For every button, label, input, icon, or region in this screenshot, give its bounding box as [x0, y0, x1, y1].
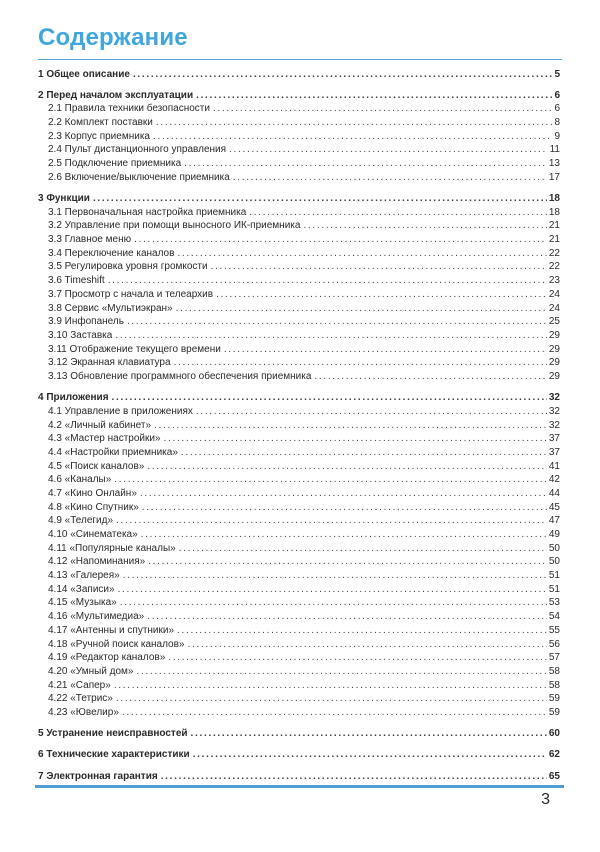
- toc-entry: [38, 542, 560, 556]
- toc-entry-label: 4.1 Управление в приложениях: [48, 405, 193, 417]
- toc-entry-page: 50: [548, 556, 560, 568]
- toc-entry-page: 37: [548, 433, 560, 445]
- toc-entry-label: 2.2 Комплект поставки: [48, 117, 153, 129]
- toc-entry-label: 3.7 Просмотр с начала и телеархив: [48, 288, 214, 300]
- toc-entry-page: 65: [548, 770, 560, 782]
- toc-entry-label: 5 Устранение неисправностей: [38, 728, 188, 740]
- toc-entry-page: 23: [548, 275, 560, 287]
- toc-leader-dots: [211, 260, 547, 274]
- toc-leader-dots: [314, 370, 546, 384]
- toc-entry-label: 3.3 Главное меню: [48, 234, 132, 246]
- toc-entry: [38, 171, 560, 185]
- toc-entry-page: 51: [548, 570, 560, 582]
- toc-entry-label: 4.2 «Личный кабинет»: [48, 419, 152, 431]
- toc-entry-page: 44: [548, 487, 560, 499]
- toc-entry-label: 3.6 Timeshift: [48, 275, 105, 287]
- toc-entry-label: 4.11 «Популярные каналы»: [48, 542, 176, 554]
- toc-entry: [38, 130, 560, 144]
- toc-leader-dots: [108, 274, 547, 288]
- toc-entry-label: 2.3 Корпус приемника: [48, 130, 150, 142]
- toc-entry: [38, 624, 560, 638]
- toc-leader-dots: [148, 555, 547, 569]
- toc-leader-dots: [142, 501, 547, 515]
- toc-entry: [38, 329, 560, 343]
- toc-entry-page: 21: [548, 234, 560, 246]
- toc-entry-label: 2.5 Подключение приемника: [48, 158, 182, 170]
- toc-entry: [38, 405, 560, 419]
- toc-entry: [38, 487, 560, 501]
- toc-leader-dots: [153, 130, 552, 144]
- toc-entry-page: 32: [548, 419, 560, 431]
- toc-entry-page: 42: [548, 474, 560, 486]
- toc-entry-page: 62: [548, 749, 560, 761]
- toc-entry-label: 3.10 Заставка: [48, 329, 113, 341]
- toc-entry: [38, 274, 560, 288]
- toc-leader-dots: [114, 473, 547, 487]
- toc-leader-dots: [176, 302, 547, 316]
- toc-leader-dots: [156, 116, 553, 130]
- toc-entry-page: 6: [554, 89, 560, 101]
- toc-entry: [38, 157, 560, 171]
- toc-leader-dots: [137, 665, 547, 679]
- toc-entry-page: 47: [548, 515, 560, 527]
- toc-entry-label: 4.9 «Телегид»: [48, 515, 114, 527]
- toc-leader-dots: [116, 514, 547, 528]
- toc-leader-dots: [193, 748, 547, 762]
- toc-entry-page: 37: [548, 446, 560, 458]
- toc-entry: [38, 116, 560, 130]
- toc-leader-dots: [179, 542, 547, 556]
- toc-leader-dots: [123, 569, 547, 583]
- toc-leader-dots: [114, 679, 547, 693]
- toc-entry: [38, 679, 560, 693]
- toc-entry-page: 54: [548, 611, 560, 623]
- toc-leader-dots: [196, 405, 547, 419]
- toc-entry-page: 29: [548, 370, 560, 382]
- toc-entry: [38, 356, 560, 370]
- toc-entry: [38, 610, 560, 624]
- toc-leader-dots: [184, 157, 547, 171]
- toc-entry-page: 5: [554, 68, 560, 80]
- toc-entry-page: 22: [548, 261, 560, 273]
- toc-entry-label: 3.1 Первоначальная настройка приемника: [48, 206, 247, 218]
- toc-entry-page: 41: [548, 460, 560, 472]
- toc-entry: [38, 143, 560, 157]
- toc-entry-page: 56: [548, 638, 560, 650]
- toc-entry-label: 4.19 «Редактор каналов»: [48, 652, 166, 664]
- toc-entry-label: 4.10 «Синематека»: [48, 529, 138, 540]
- toc-entry-page: 58: [548, 679, 560, 691]
- toc-leader-dots: [133, 68, 553, 82]
- toc-entry-label: 4 Приложения: [38, 392, 109, 404]
- toc-entry-label: 4.16 «Мультимедиа»: [48, 611, 145, 623]
- toc-entry: [38, 555, 560, 569]
- toc-entry-label: 7 Электронная гарантия: [38, 770, 158, 782]
- toc-entry-page: 32: [548, 392, 560, 404]
- toc-entry: [38, 596, 560, 610]
- toc-entry-label: 3.11 Отображение текущего времени: [48, 343, 221, 355]
- toc-entry: [38, 583, 560, 597]
- toc-entry: [38, 514, 560, 528]
- toc-leader-dots: [140, 487, 547, 501]
- toc-entry-label: 3.5 Регулировка уровня громкости: [48, 261, 208, 273]
- page-title: Содержание: [38, 24, 188, 51]
- toc-entry-page: 50: [548, 542, 560, 554]
- toc-leader-dots: [118, 583, 547, 597]
- toc-entry-label: 3.2 Управление при помощи выносного ИК-приемника: [48, 220, 301, 232]
- toc-entry-label: 4.18 «Ручной поиск каналов»: [48, 638, 185, 650]
- toc-entry: [38, 247, 560, 261]
- toc-entry: [38, 460, 560, 474]
- toc-entry-label: 4.22 «Тетрис»: [48, 693, 113, 705]
- toc-entry: [38, 651, 560, 665]
- toc-entry-label: 4.7 «Кино Онлайн»: [48, 487, 137, 499]
- toc-leader-dots: [115, 329, 547, 343]
- toc-entry-page: 29: [548, 329, 560, 341]
- toc-entry-label: 4.3 «Мастер настройки»: [48, 433, 161, 445]
- toc-leader-dots: [213, 102, 552, 116]
- toc-entry-page: 11: [549, 144, 560, 156]
- toc-leader-dots: [174, 356, 547, 370]
- toc-entry: [38, 89, 560, 103]
- toc-entry: [38, 68, 560, 82]
- toc-entry-label: 1 Общее описание: [38, 68, 130, 80]
- toc-entry-label: 4.12 «Напоминания»: [48, 556, 146, 568]
- toc-leader-dots: [154, 419, 547, 433]
- toc-leader-dots: [233, 171, 547, 185]
- toc-entry-label: 4.15 «Музыка»: [48, 597, 117, 609]
- toc-list: [38, 68, 560, 784]
- toc-entry: [38, 206, 560, 220]
- toc-entry-label: 2.6 Включение/выключение приемника: [48, 171, 230, 183]
- toc-leader-dots: [141, 528, 547, 542]
- toc-leader-dots: [191, 727, 547, 741]
- toc-entry-label: 3 Функции: [38, 193, 90, 204]
- toc-entry-label: 4.13 «Галерея»: [48, 570, 120, 582]
- toc-entry-label: 4.8 «Кино Спутник»: [48, 501, 139, 513]
- toc-entry-page: 25: [548, 316, 560, 328]
- toc-entry-page: 59: [548, 706, 560, 718]
- toc-leader-dots: [134, 233, 547, 247]
- toc-leader-dots: [161, 770, 547, 784]
- toc-entry: [38, 692, 560, 706]
- toc-entry: [38, 473, 560, 487]
- toc-leader-dots: [127, 315, 547, 329]
- toc-entry-page: 24: [548, 288, 560, 300]
- toc-entry: [38, 233, 560, 247]
- page-number: 3: [541, 791, 550, 809]
- toc-entry-label: 4.20 «Умный дом»: [48, 665, 134, 677]
- toc-entry-page: 60: [548, 728, 560, 740]
- toc-entry-page: 57: [548, 652, 560, 664]
- toc-entry-label: 4.14 «Записи»: [48, 583, 115, 595]
- toc-entry-page: 13: [548, 158, 560, 170]
- toc-entry: [38, 727, 560, 741]
- toc-entry: [38, 638, 560, 652]
- toc-leader-dots: [164, 432, 547, 446]
- toc-leader-dots: [116, 692, 547, 706]
- toc-entry-label: 6 Технические характеристики: [38, 749, 190, 761]
- toc-leader-dots: [303, 219, 546, 233]
- toc-entry-page: 6: [554, 103, 560, 115]
- toc-entry-page: 53: [548, 597, 560, 609]
- toc-entry: [38, 343, 560, 357]
- toc-entry-label: 3.8 Сервис «Мультиэкран»: [48, 302, 173, 314]
- toc-entry: [38, 446, 560, 460]
- toc-leader-dots: [249, 206, 547, 220]
- toc-entry-label: 2 Перед началом эксплуатации: [38, 89, 194, 101]
- toc-entry-page: 55: [548, 624, 560, 636]
- toc-leader-dots: [120, 596, 547, 610]
- toc-entry-page: 17: [548, 171, 560, 183]
- toc-leader-dots: [168, 651, 547, 665]
- toc-leader-dots: [229, 143, 548, 157]
- toc-entry: [38, 219, 560, 233]
- toc-leader-dots: [181, 446, 547, 460]
- toc-entry-label: 3.9 Инфопанель: [48, 316, 124, 328]
- toc-entry: [38, 748, 560, 762]
- toc-leader-dots: [112, 391, 547, 405]
- toc-leader-dots: [122, 706, 547, 720]
- toc-entry-page: 32: [548, 405, 560, 417]
- toc-entry-label: 3.12 Экранная клавиатура: [48, 357, 171, 369]
- toc-entry: [38, 432, 560, 446]
- toc-entry: [38, 102, 560, 116]
- toc-entry-page: 21: [548, 220, 560, 232]
- toc-entry-label: 4.23 «Ювелир»: [48, 706, 119, 718]
- toc-entry: [38, 391, 560, 405]
- toc-leader-dots: [187, 638, 546, 652]
- toc-entry-label: 3.13 Обновление программного обеспечения приемника: [48, 370, 312, 382]
- toc-entry: [38, 501, 560, 515]
- toc-entry-page: 18: [548, 206, 560, 218]
- toc-entry: [38, 192, 560, 206]
- toc-entry: [38, 665, 560, 679]
- toc-leader-dots: [224, 343, 547, 357]
- toc-entry: [38, 419, 560, 433]
- toc-entry-label: 2.4 Пульт дистанционного управления: [48, 144, 227, 156]
- toc-entry-label: 4.21 «Сапер»: [48, 679, 111, 691]
- toc-entry: [38, 528, 560, 542]
- toc-entry-page: 22: [548, 247, 560, 259]
- title-divider: [38, 59, 562, 60]
- toc-entry-page: 59: [548, 693, 560, 705]
- toc-entry-page: 24: [548, 302, 560, 314]
- toc-leader-dots: [196, 89, 552, 103]
- toc-entry-page: 29: [548, 343, 560, 355]
- toc-entry: [38, 260, 560, 274]
- toc-entry-page: 49: [548, 529, 560, 540]
- toc-leader-dots: [93, 192, 547, 206]
- toc-entry: [38, 315, 560, 329]
- toc-entry: [38, 706, 560, 720]
- toc-entry-label: 4.5 «Поиск каналов»: [48, 460, 145, 472]
- toc-entry: [38, 569, 560, 583]
- toc-leader-dots: [177, 247, 546, 261]
- toc-entry: [38, 370, 560, 384]
- toc-entry-page: 8: [554, 117, 560, 129]
- toc-entry-page: 58: [548, 665, 560, 677]
- toc-entry-label: 4.4 «Настройки приемника»: [48, 446, 178, 458]
- toc-entry-label: 3.4 Переключение каналов: [48, 247, 175, 259]
- toc-leader-dots: [147, 610, 547, 624]
- toc-entry-page: 51: [548, 583, 560, 595]
- toc-entry: [38, 770, 560, 784]
- toc-entry-label: 4.6 «Каналы»: [48, 474, 112, 486]
- toc-entry-page: 18: [548, 193, 560, 204]
- toc-entry-page: 29: [548, 357, 560, 369]
- toc-entry-page: 45: [548, 501, 560, 513]
- toc-entry-label: 2.1 Правила техники безопасности: [48, 103, 210, 115]
- toc-entry-page: 9: [554, 130, 560, 142]
- toc-entry-label: 4.17 «Антенны и спутники»: [48, 624, 175, 636]
- toc-entry: [38, 288, 560, 302]
- toc-entry: [38, 302, 560, 316]
- toc-leader-dots: [147, 460, 547, 474]
- toc-leader-dots: [216, 288, 547, 302]
- toc-leader-dots: [177, 624, 547, 638]
